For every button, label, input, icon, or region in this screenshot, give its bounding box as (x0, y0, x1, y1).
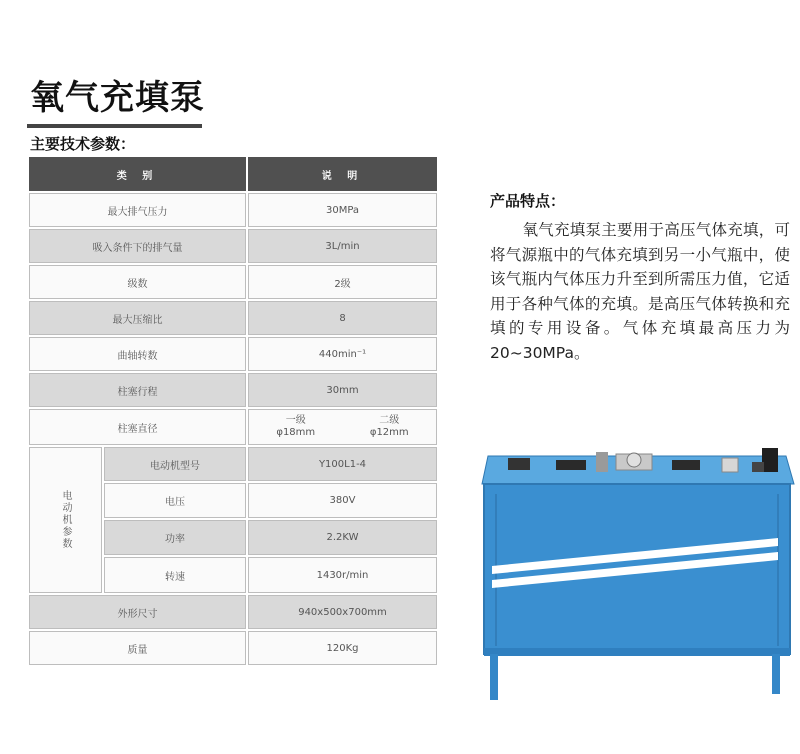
table-row-value: 2.2KW (248, 520, 437, 555)
table-row-value: 940x500x700mm (248, 595, 437, 629)
table-row-label: 吸入条件下的排气量 (29, 229, 246, 263)
table-row-label: 转速 (104, 557, 246, 593)
stage2-name: 二级 (379, 415, 400, 426)
table-row-value: 30mm (248, 373, 437, 407)
title-underline (27, 124, 202, 128)
features-heading: 产品特点： (490, 192, 566, 210)
table-row-label: 最大排气压力 (29, 193, 246, 227)
table-row-value: 8 (248, 301, 437, 335)
table-header-category: 类 别 (29, 157, 246, 191)
table-row-label: 功率 (104, 520, 246, 555)
table-row-value: 380V (248, 483, 437, 518)
table-row-value: 120Kg (248, 631, 437, 665)
table-row-value: 3L/min (248, 229, 437, 263)
diameter-value-cell (248, 409, 437, 445)
pump-machine-image (478, 438, 796, 704)
table-row-label: 曲轴转数 (29, 337, 246, 371)
stage1-name: 一级 (285, 415, 306, 426)
page-title: 氧气充填泵 (30, 78, 205, 118)
table-row-label: 柱塞行程 (29, 373, 246, 407)
table-row-value: 440min⁻¹ (248, 337, 437, 371)
table-row-label: 电压 (104, 483, 246, 518)
table-row-value: 2级 (248, 265, 437, 299)
table-row-value: Y100L1-4 (248, 447, 437, 481)
table-row-label: 最大压缩比 (29, 301, 246, 335)
features-body: 氧气充填泵主要用于高压气体充填，可将气源瓶中的气体充填到另一小气瓶中，使该气瓶内气体压力升至到所需压力值，它适用于各种气体的充填。是高压气体转换和充填的专用设备。气体充填最高压力为20~30MPa。 (490, 221, 790, 362)
table-row-label: 柱塞直径 (29, 409, 246, 445)
table-row-label: 质量 (29, 631, 246, 665)
table-row-label: 电动机型号 (104, 447, 246, 481)
table-row-label: 外形尺寸 (29, 595, 246, 629)
motor-group-label: 电动机参数 (60, 490, 71, 550)
table-row-value: 1430r/min (248, 557, 437, 593)
table-header-description: 说 明 (248, 157, 437, 191)
motor-group-label-cell (29, 447, 102, 593)
stage1-value: φ18mm (276, 427, 316, 438)
spec-heading: 主要技术参数： (30, 135, 136, 153)
table-row-value: 30MPa (248, 193, 437, 227)
table-row-label: 级数 (29, 265, 246, 299)
stage2-value: φ12mm (369, 427, 409, 438)
